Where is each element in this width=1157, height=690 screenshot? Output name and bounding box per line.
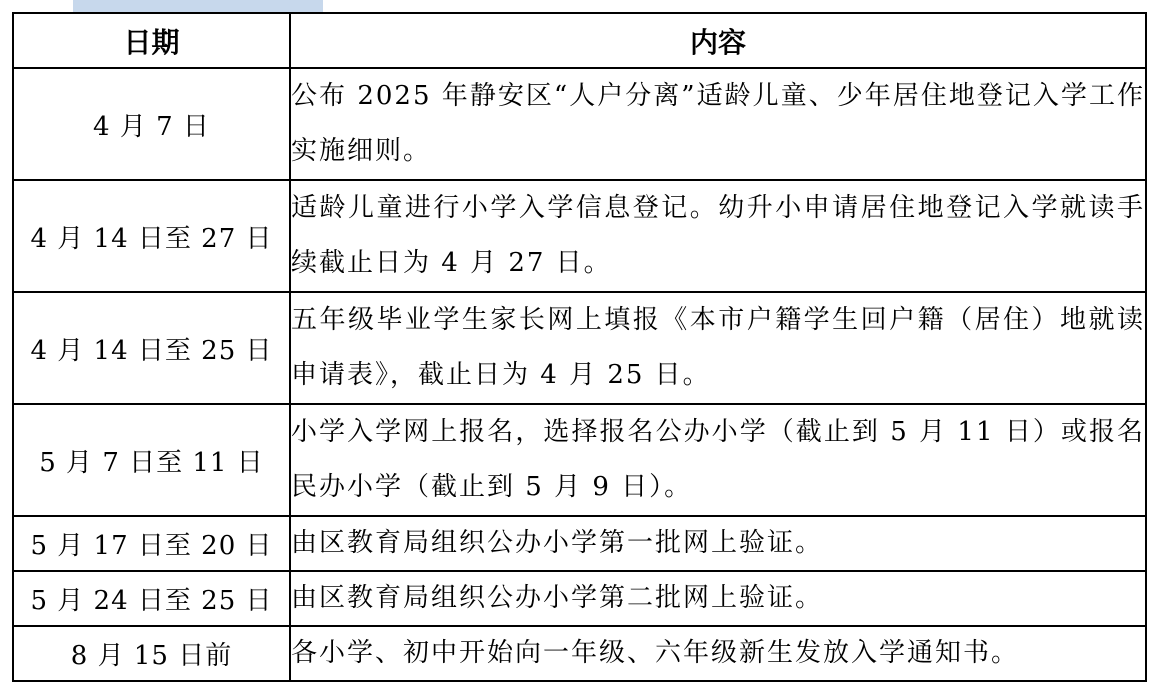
table-row [13,68,1146,180]
date-cell: 5 月 24 日至 25 日 [13,571,290,626]
content-cell: 由区教育局组织公办小学第二批网上验证。 [290,571,1146,626]
date-cell: 4 月 14 日至 25 日 [13,292,290,404]
date-column-header: 日期 [13,13,290,68]
content-column-header: 内容 [290,13,1146,68]
date-cell: 4 月 7 日 [13,68,290,180]
schedule-table [12,12,1147,682]
date-cell: 5 月 17 日至 20 日 [13,516,290,571]
content-cell: 由区教育局组织公办小学第一批网上验证。 [290,516,1146,571]
table-row [13,404,1146,516]
content-cell: 小学入学网上报名，选择报名公办小学（截止到 5 月 11 日）或报名民办小学（截止到 5 月 9 日）。 [290,404,1146,516]
table-row [13,180,1146,292]
table-row [13,516,1146,571]
date-cell: 8 月 15 日前 [13,626,290,681]
date-cell: 5 月 7 日至 11 日 [13,404,290,516]
table-row [13,292,1146,404]
content-cell: 五年级毕业学生家长网上填报《本市户籍学生回户籍（居住）地就读申请表》，截止日为 4 月 25 日。 [290,292,1146,404]
content-cell: 适龄儿童进行小学入学信息登记。幼升小申请居住地登记入学就读手续截止日为 4 月 27 日。 [290,180,1146,292]
date-cell: 4 月 14 日至 27 日 [13,180,290,292]
heading-highlight [73,0,323,12]
table-row [13,571,1146,626]
table-row [13,626,1146,681]
header-row [13,13,1146,68]
content-cell: 各小学、初中开始向一年级、六年级新生发放入学通知书。 [290,626,1146,681]
content-cell: 公布 2025 年静安区“人户分离”适龄儿童、少年居住地登记入学工作实施细则。 [290,68,1146,180]
